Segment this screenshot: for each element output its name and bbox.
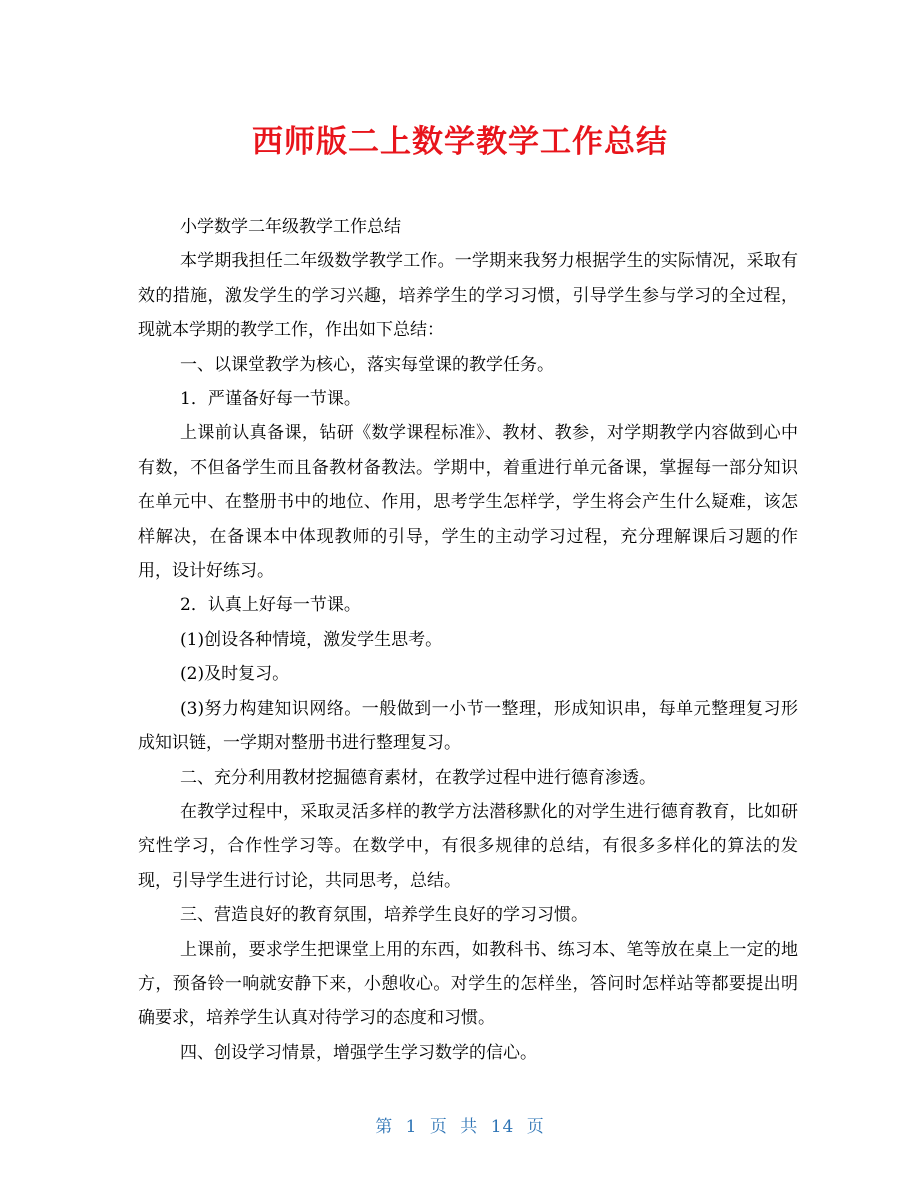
paragraph-study-habits: 上课前，要求学生把课堂上用的东西，如教科书、练习本、笔等放在桌上一定的地方，预备铃一响就安静下来，小憩收心。对学生的怎样坐，答问时怎样站等都要提出明确要求，培养学生认真对待学习的态度和习惯。 — [138, 939, 798, 1029]
document-title: 西师版二上数学教学工作总结 — [252, 124, 668, 160]
section-heading-4: 四、创设学习情景，增强学生学习数学的信心。 — [180, 1042, 537, 1063]
document-body — [138, 210, 798, 1070]
list-item-3: (3)努力构建知识网络。一般做到一小节一整理，形成知识串，每单元整理复习形成知识链，一学期对整册书进行整理复习。 — [138, 698, 798, 754]
section-heading-2: 二、充分利用教材挖掘德育素材，在教学过程中进行德育渗透。 — [180, 767, 656, 788]
subheading-1-2: 2．认真上好每一节课。 — [180, 595, 361, 616]
section-heading-1: 一、以课堂教学为核心，落实每堂课的教学任务。 — [180, 354, 554, 375]
section-heading-3: 三、营造良好的教育氛围，培养学生良好的学习习惯。 — [180, 905, 588, 926]
paragraph-subtitle: 小学数学二年级教学工作总结 — [180, 217, 401, 237]
list-item-1: (1)创设各种情境，激发学生思考。 — [180, 629, 443, 650]
page-footer: 第 1 页 共 14 页 — [375, 1117, 545, 1137]
paragraph-lesson-prep: 上课前认真备课，钻研《数学课程标准》、教材、教参，对学期教学内容做到心中有数，不但备学生而且备教材备教法。学期中，着重进行单元备课，掌握每一部分知识在单元中、在整册书中的地位、作用，思考学生怎样学，学生将会产生什么疑难，该怎样解决，在备课本中体现教师的引导，学生的主动学习过程，充分理解课后习题的作用，设计好练习。 — [138, 423, 798, 582]
paragraph-intro: 本学期我担任二年级数学教学工作。一学期来我努力根据学生的实际情况，采取有效的措施，激发学生的学习兴趣，培养学生的学习习惯，引导学生参与学习的全过程，现就本学期的教学工作，作出如下总结： — [138, 251, 798, 341]
subheading-1-1: 1．严谨备好每一节课。 — [180, 389, 361, 410]
list-item-2: (2)及时复习。 — [180, 664, 290, 685]
paragraph-moral-education: 在教学过程中，采取灵活多样的教学方法潜移默化的对学生进行德育教育，比如研究性学习，合作性学习等。在数学中，有很多规律的总结，有很多多样化的算法的发现，引导学生进行讨论，共同思考，总结。 — [138, 801, 798, 891]
